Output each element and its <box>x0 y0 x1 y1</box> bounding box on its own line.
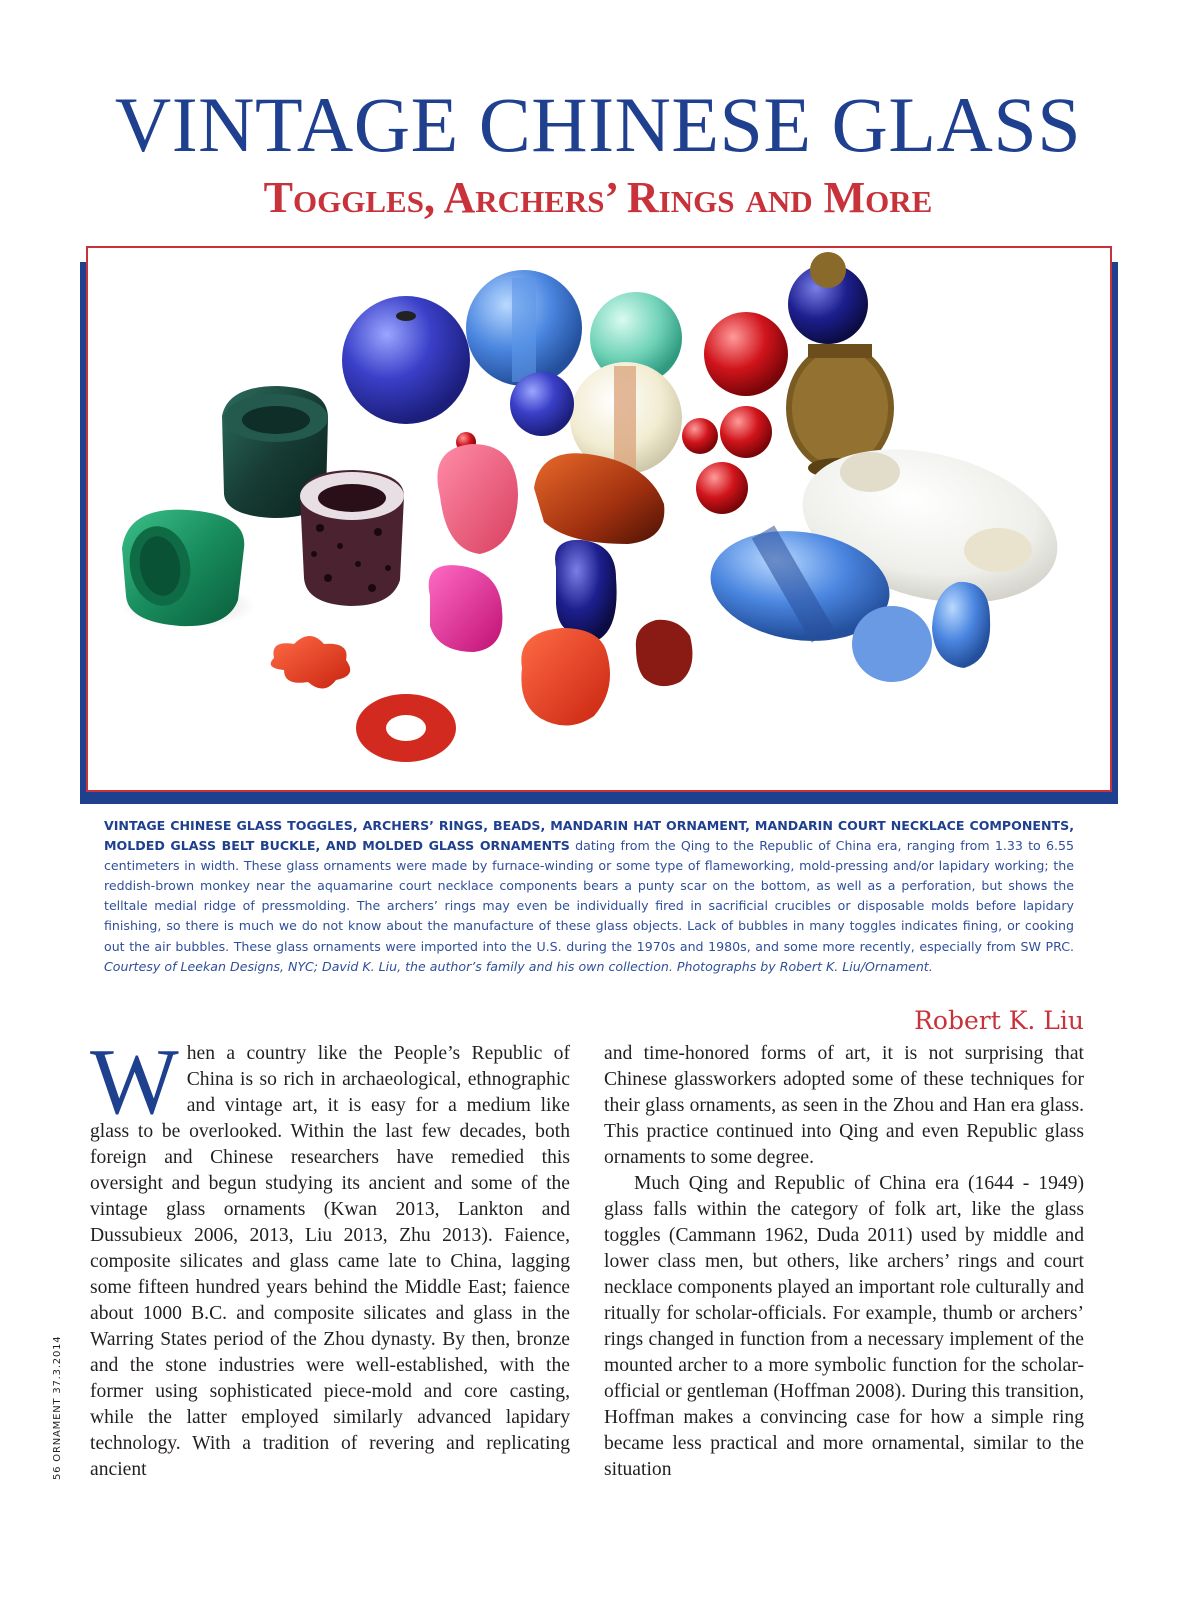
drop-cap: W <box>90 1030 179 1134</box>
article-title: VINTAGE CHINESE GLASS <box>114 81 1082 168</box>
caption-body: dating from the Qing to the Republic of China era, ranging from 1.33 to 6.55 centimeters in width. These glass ornaments were made by furnace-winding or some type of flameworking, mold-pressing and/or lapidary working; the reddish-brown monkey near the aquamarine court necklace components bears a punty scar on the bottom, as well as a perforation, but shows the telltale medial ridge of pressmolding. The archers’ rings may even be individually fired in sacrificial crucibles or disposable molds before lapidary finishing, so there is much we do not know about the manufacture of these glass objects. Lack of bubbles in many toggles indicates fining, or cooking out the air bubbles. These glass ornaments were imported into the U.S. during the 1970s and 1980s, and some more recently, especially from SW PRC. <box>104 838 1074 954</box>
article-subtitle: Toggles, Archers’ Rings and More <box>263 173 933 222</box>
glass-ornaments-photo <box>86 246 1112 792</box>
photo-caption <box>104 816 1074 977</box>
page-folio: 56 ORNAMENT 37.3.2014 <box>52 1335 63 1480</box>
right-paragraph-1: and time-honored forms of art, it is not surprising that Chinese glassworkers adopted some of these techniques for their glass ornaments, as seen in the Zhou and Han era glass. This practice continued into Qing and even Republic glass ornaments to some degree. <box>604 1043 1084 1168</box>
caption-credit: Courtesy of Leekan Designs, NYC; David K. Liu, the author’s family and his own collection. Photographs by Robert K. Liu/Ornament. <box>104 958 933 974</box>
article-column-left <box>90 1030 570 1483</box>
article-column-right <box>604 1041 1084 1483</box>
caption-lead: VINTAGE CHINESE GLASS TOGGLES, ARCHERS’ RINGS, BEADS, MANDARIN HAT ORNAMENT, MANDARIN COURT NECKLACE COMPONENTS, MOLDED GLASS BELT BUCKLE, AND MOLDED GLASS ORNAMENTS <box>104 818 1074 854</box>
photo-illustration <box>88 248 1110 790</box>
right-paragraph-2: Much Qing and Republic of China era (1644 - 1949) glass falls within the category of folk art, like the glass toggles (Cammann 1962, Duda 2011) used by middle and lower class men, but others, like archers’ rings and court necklace components played an important role culturally and ritually for scholar-officials. For example, thumb or archers’ rings changed in function from a necessary implement of the mounted archer to a more symbolic function for the scholar-official or gentleman (Hoffman 2008). During this transition, Hoffman makes a convincing case for how a simple ring became less practical and more ornamental, similar to the situation <box>604 1173 1084 1480</box>
author-byline: Robert K. Liu <box>914 1006 1084 1035</box>
article-paragraph <box>90 1030 570 1483</box>
left-column-text: hen a country like the People’s Republic of China is so rich in archaeological, ethnographic and vintage art, it is easy for a medium like glass to be overlooked. Within the last few decades, both foreign and Chinese researchers have remedied this oversight and begun studying its ancient and some of the vintage glass ornaments (Kwan 2013, Lankton and Dussubieux 2006, 2013, Liu 2013, Zhu 2013). Faience, composite silicates and glass came late to China, lagging some fifteen hundred years behind the Middle East; faience about 1000 B.C. and composite silicates and glass in the Warring States period of the Zhou dynasty. By then, bronze and the stone industries were well-established, with the former using sophisticated piece-mold and core casting, while the latter employed similarly advanced lapidary technology. With a tradition of revering and replicating ancient <box>90 1043 570 1480</box>
